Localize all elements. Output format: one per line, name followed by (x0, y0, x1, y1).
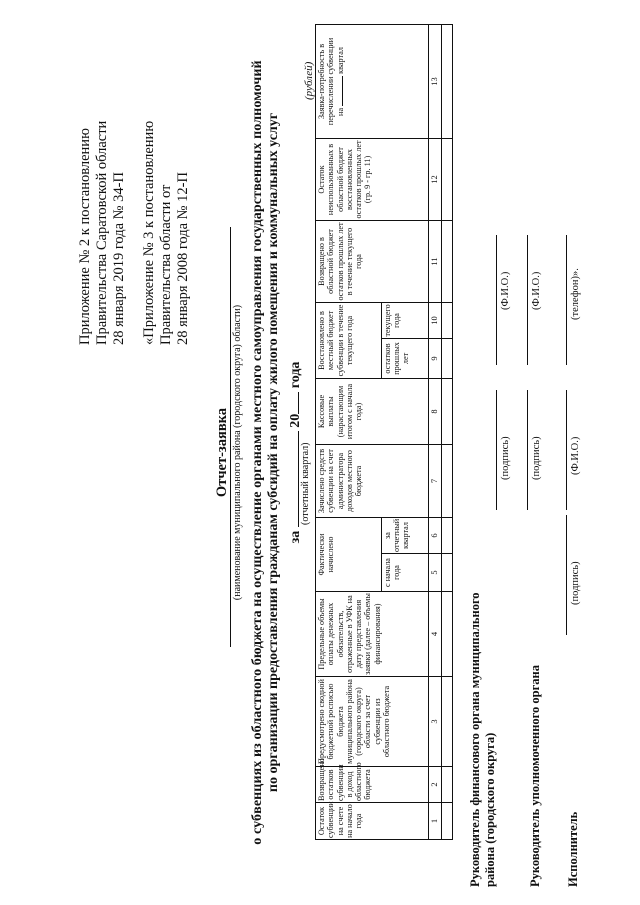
col-header: Фактически начислено (316, 517, 382, 591)
col-number: 3 (429, 677, 442, 767)
col-subheader: за отчетный квартал (381, 517, 428, 553)
col13-on: на (335, 107, 345, 116)
header-line: Правительства области от (158, 184, 174, 345)
col-number: 6 (429, 517, 442, 553)
col-number: 7 (429, 444, 442, 517)
col13-quarter: квартал (335, 47, 345, 74)
signature-line (566, 515, 567, 635)
header-line: Приложение № 2 к постановлению (77, 128, 93, 345)
municipality-caption: (наименование муниципального района (городского округа) области) (232, 304, 243, 601)
name-line (566, 390, 567, 510)
unit-label: (рублей) (303, 61, 315, 100)
quarter-field (284, 431, 299, 527)
appendix-header (77, 121, 192, 345)
col-number: 5 (429, 554, 442, 592)
col-subheader: текущего года (381, 302, 428, 338)
header-line: «Приложение № 3 к постановлению (141, 120, 157, 345)
authorized-head-label: Руководитель уполномоченного органа (528, 665, 542, 887)
period-prefix: за (288, 530, 303, 544)
col-number: 2 (429, 767, 442, 803)
col-header: Зачислено средств субвенции на счет администратора доходов местного бюджета (316, 444, 429, 517)
signature-line (496, 390, 497, 510)
col-number: 13 (429, 24, 442, 138)
col-number: 9 (429, 338, 442, 378)
col-header: Остаток неиспользованных в областной бюджет восстановленных остатков прошлых лет (гр. 9 - гр. 11) (316, 138, 429, 220)
col-subheader: остатков прошлых лет (381, 338, 428, 378)
header-line: Правительства Саратовской области (94, 120, 110, 345)
col-header: Остаток субвенции на счете на начало года (316, 803, 429, 840)
subtitle-line-2: по организации предоставления гражданам субсидий на оплату жилого помещения и коммунальных услуг (266, 112, 281, 793)
finance-head-line-1: Руководитель финансового органа муниципального (468, 592, 482, 887)
quarter-caption: (отчетный квартал) (300, 442, 311, 525)
year-field (284, 392, 299, 414)
table-row (442, 24, 453, 839)
header-line: 28 января 2019 года № 34-П (111, 172, 127, 345)
col-header: Кассовые выплаты (нарастающим итогом с начала года) (316, 378, 429, 444)
municipality-line (230, 227, 231, 647)
year-suffix: года (288, 361, 303, 389)
col-number: 12 (429, 138, 442, 220)
col-header: Предусмотрено сводной бюджетной росписью бюджета муниципального района (городского округа) области за счет субвенции из областного бюджета (316, 677, 429, 767)
col-header: Предельные объемы оплаты денежных обязательств, отраженные в УФК на дату представления заявки (далее – объемы финансирования) (316, 592, 429, 677)
report-table (315, 24, 453, 840)
sign-caption: (подпись) (570, 561, 581, 605)
subtitle-line-1: о субвенциях из областного бюджета на осуществление органами местного самоуправления государственных полномочий (250, 60, 265, 845)
sign-caption: (подпись) (531, 436, 542, 480)
finance-head-label (468, 592, 498, 887)
col-subheader: с начала года (381, 554, 428, 592)
executor-label: Исполнитель (566, 811, 580, 887)
finance-head-line-2: района (городского округа) (483, 732, 497, 887)
phone-caption: (телефон)». (570, 268, 581, 320)
name-line (496, 235, 497, 365)
year-prefix: 20 (288, 413, 303, 428)
sign-caption: (подпись) (500, 436, 511, 480)
document-title: Отчет-заявка (214, 407, 230, 498)
col-header-13 (316, 24, 429, 138)
signature-line (527, 390, 528, 510)
col-header: Возвращено остатков субвенции в доход областного бюджета (316, 767, 429, 803)
phone-line (566, 235, 567, 365)
name-caption: (Ф.И.О.) (500, 271, 511, 310)
header-line: 28 января 2008 года № 12-П (175, 172, 191, 345)
col-number: 4 (429, 592, 442, 677)
name-line (527, 235, 528, 365)
col13-text: Заявка-потребность в перечислении субвенции (317, 37, 336, 126)
col-header: Возвращено в областной бюджет остатков прошлых лет в течение текущего года (316, 220, 429, 302)
col-number: 11 (429, 220, 442, 302)
col-number: 10 (429, 302, 442, 338)
col-number: 1 (429, 803, 442, 840)
col-number: 8 (429, 378, 442, 444)
name-caption: (Ф.И.О.) (570, 436, 581, 475)
name-caption: (Ф.И.О.) (531, 271, 542, 310)
col-header: Восстановлено в местный бюджет субвенции в течение текущего года (316, 302, 382, 378)
